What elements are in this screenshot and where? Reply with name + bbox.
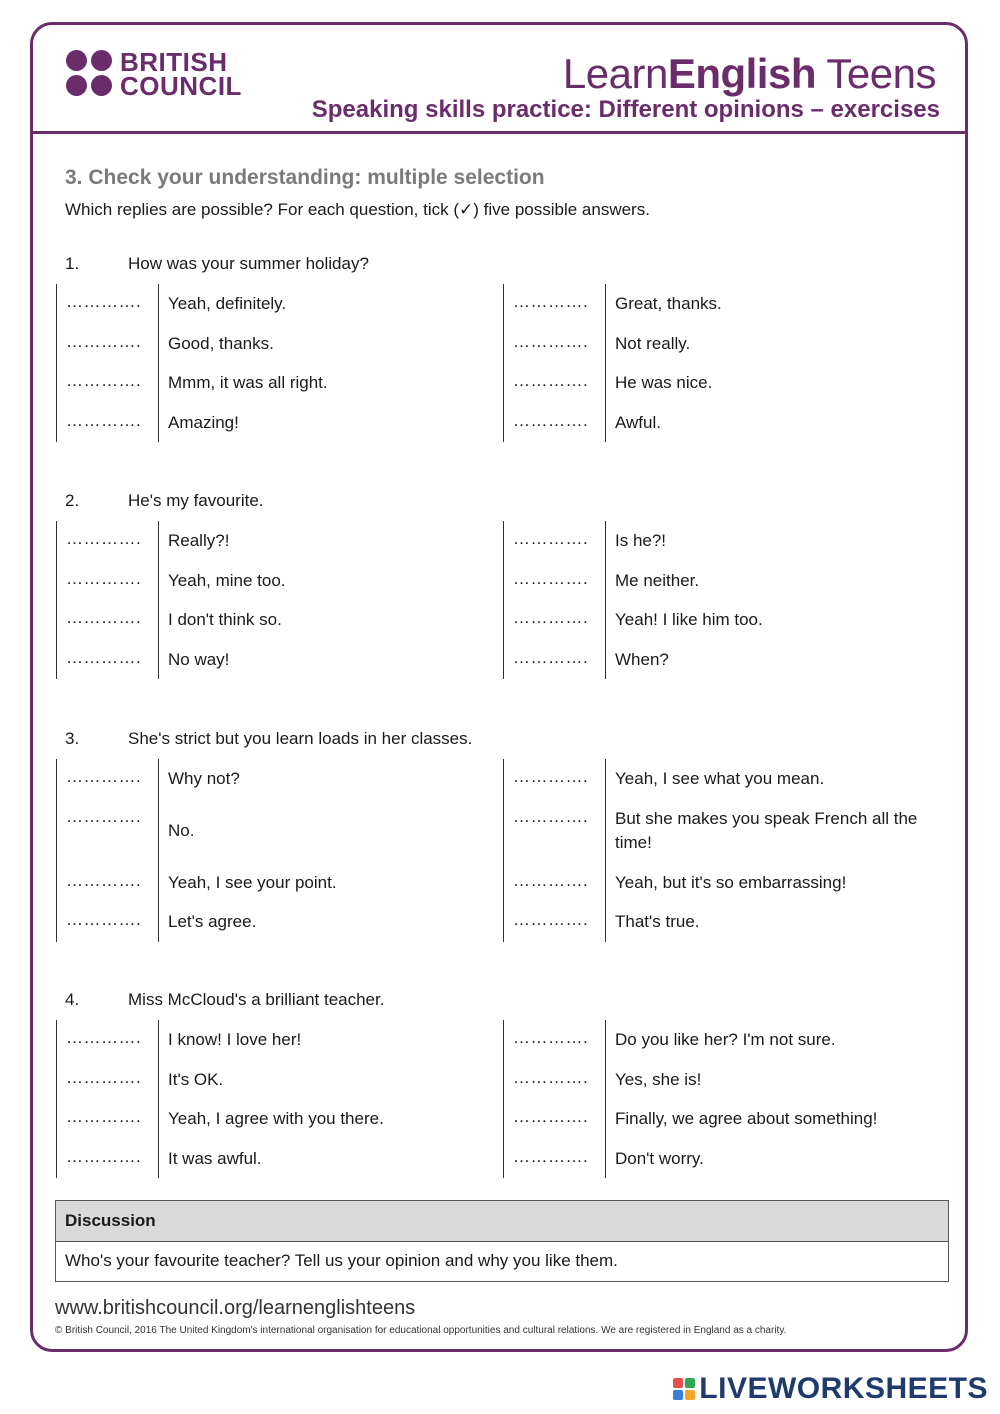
answers-right-column [503,284,935,442]
tick-blank[interactable]: …………. [56,759,159,799]
answer-row [503,1060,935,1100]
header-divider [30,131,968,134]
le-english: English [667,50,816,97]
answer-option: Amazing! [168,412,239,432]
tick-blank[interactable]: …………. [56,863,159,903]
answer-option: Good, thanks. [168,333,274,353]
answers-left-column [56,759,498,942]
answer-option: Yeah, I agree with you there. [168,1109,384,1128]
footer-url[interactable]: www.britishcouncil.org/learnenglishteens [55,1297,416,1319]
tick-blank[interactable]: …………. [503,1060,606,1100]
tick-blank[interactable]: …………. [56,799,159,863]
footer-copyright: © British Council, 2016 The United Kingdom's international organisation for educational opportunities and cultural relations. We are registered in England as a charity. [55,1325,787,1336]
answer-row [503,902,935,942]
question-text: He's my favourite. [128,491,264,510]
answer-row [56,902,498,942]
answer-row [56,799,498,863]
answer-row [56,284,498,324]
tick-blank[interactable]: …………. [503,640,606,680]
answer-option: Yeah, I see your point. [168,872,337,892]
instructions: Which replies are possible? For each question, tick (✓) five possible answers. [65,200,650,219]
question-3 [65,729,472,749]
le-learn: Learn [562,50,668,97]
answer-row [56,1139,498,1179]
answer-row [503,521,935,561]
answer-option: Yeah, definitely. [168,294,287,313]
answer-option: Me neither. [615,570,700,590]
answer-row [503,403,935,443]
learnenglish-teens-logo [563,50,936,98]
answer-row [56,1020,498,1060]
tick-blank[interactable]: …………. [56,1139,159,1179]
tick-blank[interactable]: …………. [56,284,159,324]
answer-option: Is he?! [615,531,667,550]
question-number: 1. [65,254,80,273]
answer-row [56,324,498,364]
tick-blank[interactable]: …………. [56,1060,159,1100]
tick-blank[interactable]: …………. [503,363,606,403]
answer-row [503,561,935,601]
answer-option: I don't think so. [168,610,282,629]
answer-row [56,863,498,903]
answer-row [56,759,498,799]
answers-left-column [56,284,498,442]
tick-blank[interactable]: …………. [56,1020,159,1060]
answer-row [503,863,935,903]
answer-row [503,799,935,863]
tick-blank[interactable]: …………. [503,561,606,601]
answer-row [56,521,498,561]
answer-option: That's true. [615,912,700,931]
question-text: How was your summer holiday? [128,254,369,273]
bc-line1: BRITISH [120,47,228,77]
answer-row [56,561,498,601]
answer-row [503,363,935,403]
answer-option: He was nice. [615,373,713,392]
tick-blank[interactable]: …………. [56,640,159,680]
tick-blank[interactable]: …………. [56,1099,159,1139]
answers-left-column [56,1020,498,1178]
answer-row [56,363,498,403]
answer-row [503,1139,935,1179]
page-subtitle: Speaking skills practice: Different opinions – exercises [311,96,940,123]
answer-row [56,403,498,443]
section-title: 3. Check your understanding: multiple selection [65,166,545,189]
answer-option: It was awful. [168,1148,262,1168]
answer-row [503,1099,935,1139]
answer-row [56,640,498,680]
discussion-box [55,1200,949,1282]
tick-blank[interactable]: …………. [503,324,606,364]
answers-left-column [56,521,498,679]
answer-row [503,759,935,799]
answer-option: Finally, we agree about something! [615,1109,878,1128]
answer-row [503,324,935,364]
answer-row [503,640,935,680]
answer-option: Great, thanks. [615,294,722,313]
tick-blank[interactable]: …………. [503,799,606,863]
answers-right-column [503,1020,935,1178]
question-4 [65,990,384,1010]
british-council-logo [66,47,242,101]
answer-option: Really?! [168,531,230,550]
tick-blank[interactable]: …………. [503,902,606,942]
tick-blank[interactable]: …………. [56,600,159,640]
liveworksheets-icon [673,1378,695,1400]
answer-option: No. [168,820,195,840]
tick-blank[interactable]: …………. [503,759,606,799]
answer-row [503,600,935,640]
answer-option: Yes, she is! [615,1069,702,1089]
answer-option: Mmm, it was all right. [168,373,328,392]
answer-option: When? [615,649,669,669]
discussion-heading: Discussion [56,1201,948,1242]
tick-blank[interactable]: …………. [56,324,159,364]
tick-blank[interactable]: …………. [56,902,159,942]
answer-option: Do you like her? I'm not sure. [615,1030,836,1049]
question-number: 2. [65,491,80,510]
tick-blank[interactable]: …………. [56,561,159,601]
tick-blank[interactable]: …………. [503,1020,606,1060]
answer-option: I know! I love her! [168,1030,302,1049]
tick-blank[interactable]: …………. [503,1099,606,1139]
le-teens: Teens [816,50,936,97]
answer-option: Awful. [615,412,661,432]
answers-right-column [503,759,935,942]
british-council-dots-icon [66,50,114,98]
tick-blank[interactable]: …………. [56,521,159,561]
answers-right-column [503,521,935,679]
tick-blank[interactable]: …………. [503,284,606,324]
answer-row [56,600,498,640]
tick-blank[interactable]: …………. [503,521,606,561]
question-text: She's strict but you learn loads in her classes. [128,729,473,748]
tick-blank[interactable]: …………. [503,1139,606,1179]
answer-option: Why not? [168,769,240,788]
question-2 [65,491,264,511]
answer-option: But she makes you speak French all the time! [615,808,918,852]
tick-blank[interactable]: …………. [503,863,606,903]
question-text: Miss McCloud's a brilliant teacher. [128,990,385,1009]
liveworksheets-logo [673,1372,988,1406]
answer-option: Yeah, but it's so embarrassing! [615,872,847,892]
answer-row [56,1060,498,1100]
answer-option: Don't worry. [615,1148,704,1168]
answer-row [503,284,935,324]
tick-blank[interactable]: …………. [56,403,159,443]
discussion-text: Who's your favourite teacher? Tell us your opinion and why you like them. [65,1251,618,1270]
answer-option: No way! [168,649,230,669]
liveworksheets-text: LIVEWORKSHEETS [699,1372,988,1405]
tick-blank[interactable]: …………. [503,403,606,443]
answer-option: Yeah, I see what you mean. [615,769,825,788]
question-number: 3. [65,729,80,748]
answer-row [503,1020,935,1060]
tick-blank[interactable]: …………. [503,600,606,640]
answer-row [56,1099,498,1139]
answer-option: Yeah, mine too. [168,570,286,590]
question-number: 4. [65,990,80,1009]
answer-option: Let's agree. [168,912,257,931]
answer-option: It's OK. [168,1069,224,1089]
answer-option: Not really. [615,333,691,353]
answer-option: Yeah! I like him too. [615,610,763,629]
question-1 [65,254,369,274]
tick-blank[interactable]: …………. [56,363,159,403]
bc-line2: COUNCIL [120,71,242,101]
